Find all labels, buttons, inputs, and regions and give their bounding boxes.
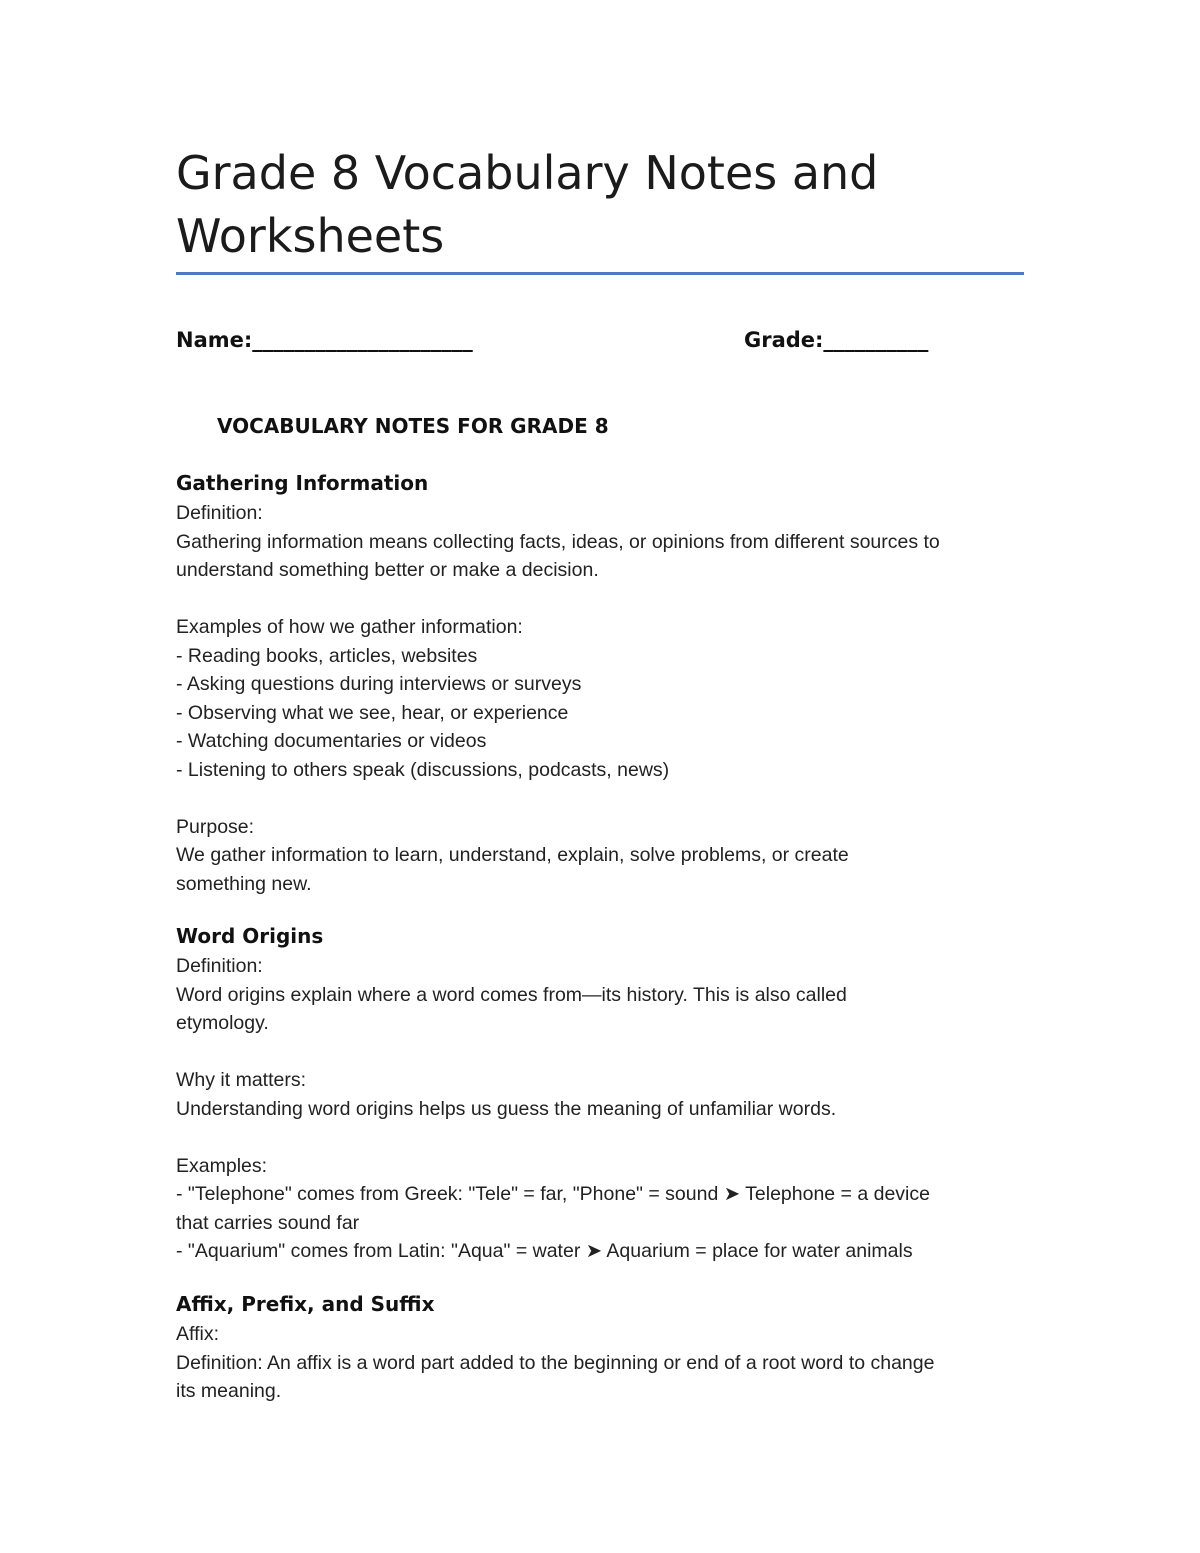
affix-definition-line-2: its meaning.	[176, 1380, 282, 1402]
gathering-example-item: - Watching documentaries or videos	[176, 730, 487, 752]
gathering-example-item: - Observing what we see, hear, or experience	[176, 701, 569, 724]
section-affix-prefix-suffix	[176, 1288, 1036, 1406]
affix-definition-line-1: Definition: An affix is a word part added to the beginning or end of a root word to change	[176, 1351, 935, 1374]
origins-why-label: Why it matters:	[176, 1069, 307, 1091]
gathering-example-item: - Listening to others speak (discussions, podcasts, news)	[176, 758, 670, 781]
spacer	[176, 784, 1036, 813]
gathering-definition-line-2: understand something better or make a decision.	[176, 559, 599, 581]
origins-definition-line-1: Word origins explain where a word comes from—its history. This is also called	[176, 983, 847, 1006]
origins-example-2: - "Aquarium" comes from Latin: "Aqua" = water ➤ Aquarium = place for water animals	[176, 1240, 913, 1262]
gathering-definition-line-1: Gathering information means collecting facts, ideas, or opinions from different sources to	[176, 530, 940, 553]
spacer	[176, 585, 1036, 614]
title-underline-divider	[176, 272, 1024, 275]
affix-heading: Affix, Prefix, and Suffix	[176, 1292, 435, 1316]
origins-example-1-line-2: that carries sound far	[176, 1211, 360, 1234]
gathering-purpose-line-1: We gather information to learn, understand, explain, solve problems, or create	[176, 844, 849, 866]
gathering-purpose-label: Purpose:	[176, 815, 255, 838]
gathering-purpose-line-2: something new.	[176, 872, 312, 895]
origins-examples-label: Examples:	[176, 1154, 268, 1177]
affix-label: Affix:	[176, 1323, 219, 1345]
origins-heading: Word Origins	[176, 924, 324, 948]
document-title	[176, 142, 1036, 268]
section-word-origins	[176, 920, 1036, 1266]
gathering-example-item: - Reading books, articles, websites	[176, 644, 478, 667]
origins-definition-line-2: etymology.	[176, 1012, 269, 1034]
title-line-1: Grade 8 Vocabulary Notes and	[176, 146, 879, 200]
origins-example-1-line-1: - "Telephone" comes from Greek: "Tele" = far, "Phone" = sound ➤ Telephone = a device	[176, 1183, 930, 1205]
section-gathering-information	[176, 467, 1036, 898]
name-field: Name:_____________________	[176, 328, 473, 352]
title-line-2: Worksheets	[176, 209, 445, 263]
grade-field: Grade:__________	[744, 328, 929, 352]
gathering-heading: Gathering Information	[176, 471, 429, 495]
gathering-examples-label: Examples of how we gather information:	[176, 616, 523, 638]
gathering-example-item: - Asking questions during interviews or surveys	[176, 673, 582, 695]
origins-definition-label: Definition:	[176, 955, 263, 977]
notes-heading: VOCABULARY NOTES FOR GRADE 8	[217, 414, 609, 438]
spacer	[176, 1038, 1036, 1067]
origins-why-line: Understanding word origins helps us guess the meaning of unfamiliar words.	[176, 1097, 837, 1120]
spacer	[176, 1123, 1036, 1152]
gathering-definition-label: Definition:	[176, 502, 263, 524]
